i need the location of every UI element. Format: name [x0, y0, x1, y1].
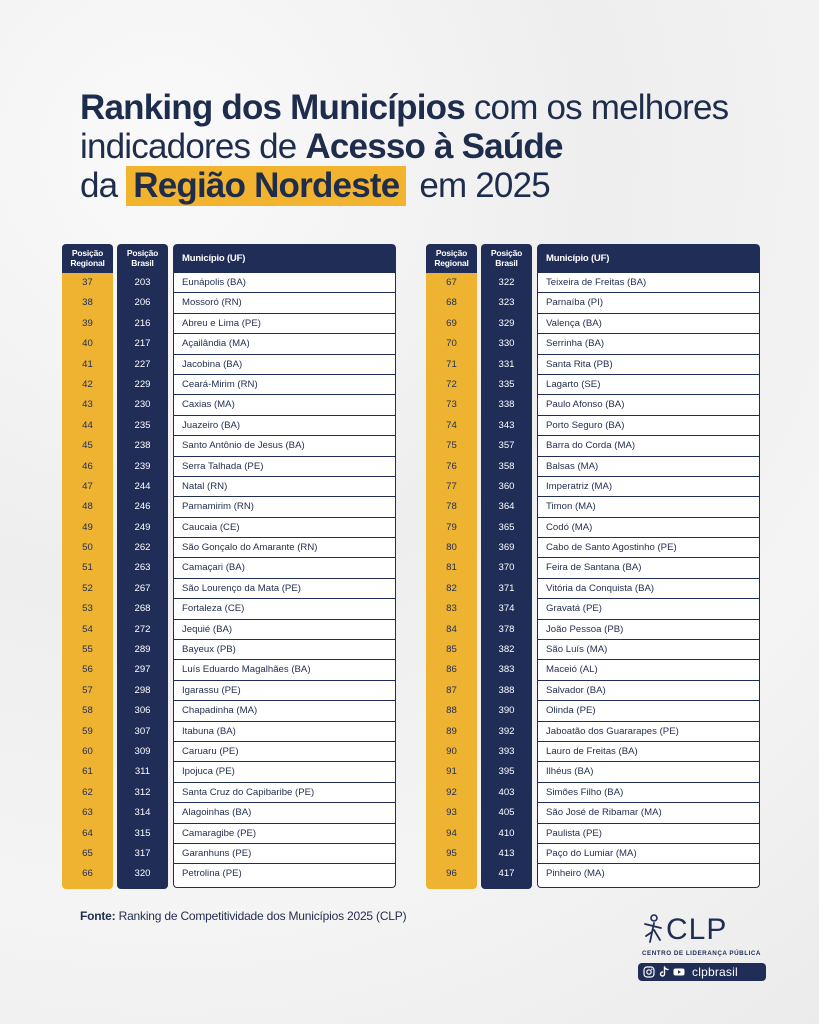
- posicao-regional-cell: 48: [82, 501, 93, 513]
- municipio-cell: Caxias (MA): [174, 395, 395, 415]
- posicao-regional-cell: 47: [82, 480, 93, 492]
- column-municipio: [173, 244, 396, 889]
- tiktok-icon[interactable]: [658, 966, 670, 978]
- municipio-cell: Jacobina (BA): [174, 355, 395, 375]
- posicao-brasil-cell: 378: [498, 623, 515, 635]
- municipio-cell: São Lourenço da Mata (PE): [174, 579, 395, 599]
- posicao-brasil-cell: 331: [498, 358, 515, 370]
- posicao-regional-cell: 63: [82, 807, 93, 819]
- cells-municipio: [537, 273, 760, 888]
- column-posicao-regional: [426, 244, 477, 889]
- posicao-brasil-cell: 246: [134, 501, 151, 513]
- municipio-cell: Pinheiro (MA): [546, 868, 605, 880]
- municipio-cell: Imperatriz (MA): [538, 477, 759, 497]
- title-end-3: em 2025: [410, 166, 550, 205]
- posicao-brasil-cell: 388: [498, 684, 515, 696]
- posicao-regional-cell: 96: [446, 868, 457, 880]
- ranking-table-right: [426, 244, 760, 889]
- posicao-regional-cell: 88: [446, 705, 457, 717]
- posicao-brasil-cell: 370: [498, 562, 515, 574]
- title-rest-1: com os melhores: [464, 88, 729, 127]
- header-municipio: Município (UF): [173, 244, 396, 273]
- posicao-brasil-cell: 403: [498, 786, 515, 798]
- municipio-cell: Timon (MA): [538, 497, 759, 517]
- column-posicao-brasil: [481, 244, 532, 889]
- title-bold-1: Ranking dos Municípios: [80, 88, 465, 127]
- municipio-cell: Teixeira de Freitas (BA): [538, 273, 759, 293]
- municipio-cell: São Gonçalo do Amarante (RN): [174, 538, 395, 558]
- municipio-cell: Jequié (BA): [174, 620, 395, 640]
- posicao-regional-cell: 73: [446, 399, 457, 411]
- clp-logo: [638, 914, 768, 984]
- posicao-brasil-cell: 268: [134, 603, 151, 615]
- municipio-cell: Lagarto (SE): [538, 375, 759, 395]
- source-note: [80, 909, 406, 923]
- posicao-brasil-cell: 267: [134, 582, 151, 594]
- posicao-regional-cell: 61: [82, 766, 93, 778]
- municipio-cell: Salvador (BA): [538, 681, 759, 701]
- posicao-brasil-cell: 330: [498, 338, 515, 350]
- municipio-cell: Parnaíba (PI): [538, 293, 759, 313]
- posicao-brasil-cell: 314: [134, 807, 151, 819]
- posicao-regional-cell: 49: [82, 521, 93, 533]
- municipio-cell: Ipojuca (PE): [174, 762, 395, 782]
- posicao-brasil-cell: 238: [134, 440, 151, 452]
- posicao-regional-cell: 45: [82, 440, 93, 452]
- posicao-regional-cell: 74: [446, 419, 457, 431]
- municipio-cell: São José de Ribamar (MA): [538, 803, 759, 823]
- posicao-brasil-cell: 392: [498, 725, 515, 737]
- posicao-brasil-cell: 244: [134, 480, 151, 492]
- municipio-cell: Balsas (MA): [538, 457, 759, 477]
- title-line-3: [80, 166, 780, 205]
- posicao-brasil-cell: 413: [498, 847, 515, 859]
- posicao-brasil-cell: 311: [134, 766, 151, 778]
- municipio-cell: Camaçari (BA): [174, 558, 395, 578]
- posicao-brasil-cell: 239: [134, 460, 151, 472]
- posicao-regional-cell: 77: [446, 480, 457, 492]
- posicao-regional-cell: 76: [446, 460, 457, 472]
- municipio-cell: Juazeiro (BA): [174, 416, 395, 436]
- posicao-regional-cell: 38: [82, 297, 93, 309]
- municipio-cell: Codó (MA): [538, 518, 759, 538]
- posicao-regional-cell: 66: [82, 868, 93, 880]
- municipio-cell: Lauro de Freitas (BA): [538, 742, 759, 762]
- source-label: Fonte:: [80, 909, 116, 923]
- posicao-regional-cell: 46: [82, 460, 93, 472]
- municipio-cell: Ilhéus (BA): [538, 762, 759, 782]
- municipio-cell: Igarassu (PE): [174, 681, 395, 701]
- posicao-brasil-cell: 203: [134, 277, 151, 288]
- youtube-icon[interactable]: [673, 966, 685, 978]
- posicao-brasil-cell: 289: [134, 644, 151, 656]
- posicao-brasil-cell: 323: [498, 297, 515, 309]
- posicao-brasil-cell: 272: [134, 623, 151, 635]
- posicao-brasil-cell: 217: [134, 338, 151, 350]
- municipio-cell: Maceió (AL): [538, 660, 759, 680]
- posicao-regional-cell: 40: [82, 338, 93, 350]
- posicao-regional-cell: 69: [446, 317, 457, 329]
- cells-regional: [62, 273, 113, 885]
- municipio-cell: Valença (BA): [538, 314, 759, 334]
- page-title: [80, 88, 780, 205]
- posicao-regional-cell: 53: [82, 603, 93, 615]
- posicao-regional-cell: 81: [446, 562, 457, 574]
- posicao-regional-cell: 44: [82, 419, 93, 431]
- column-posicao-regional: [62, 244, 113, 889]
- posicao-regional-cell: 71: [446, 358, 457, 370]
- column-posicao-brasil: [117, 244, 168, 889]
- posicao-brasil-cell: 262: [134, 542, 151, 554]
- posicao-brasil-cell: 297: [134, 664, 151, 676]
- ranking-table-left: [62, 244, 396, 889]
- posicao-regional-cell: 65: [82, 847, 93, 859]
- municipio-cell: Natal (RN): [174, 477, 395, 497]
- posicao-regional-cell: 56: [82, 664, 93, 676]
- posicao-brasil-cell: 298: [134, 684, 151, 696]
- posicao-brasil-cell: 357: [498, 440, 515, 452]
- cells-brasil: [117, 273, 168, 885]
- municipio-cell: Chapadinha (MA): [174, 701, 395, 721]
- posicao-brasil-cell: 229: [134, 378, 151, 390]
- posicao-brasil-cell: 317: [134, 847, 151, 859]
- posicao-regional-cell: 91: [446, 766, 457, 778]
- title-start-3: da: [80, 166, 127, 205]
- posicao-regional-cell: 43: [82, 399, 93, 411]
- posicao-regional-cell: 51: [82, 562, 93, 574]
- posicao-regional-cell: 94: [446, 827, 457, 839]
- municipio-cell: Simões Filho (BA): [538, 783, 759, 803]
- posicao-regional-cell: 70: [446, 338, 457, 350]
- cells-municipio: [173, 273, 396, 888]
- posicao-regional-cell: 41: [82, 358, 93, 370]
- municipio-cell: Caruaru (PE): [174, 742, 395, 762]
- posicao-regional-cell: 52: [82, 582, 93, 594]
- municipio-cell: Olinda (PE): [538, 701, 759, 721]
- posicao-regional-cell: 90: [446, 745, 457, 757]
- posicao-brasil-cell: 309: [134, 745, 151, 757]
- municipio-cell: Parnamirim (RN): [174, 497, 395, 517]
- posicao-brasil-cell: 382: [498, 644, 515, 656]
- posicao-brasil-cell: 206: [134, 297, 151, 309]
- municipio-cell: Abreu e Lima (PE): [174, 314, 395, 334]
- header-municipio: Município (UF): [537, 244, 760, 273]
- municipio-cell: Paulista (PE): [538, 824, 759, 844]
- posicao-regional-cell: 83: [446, 603, 457, 615]
- posicao-brasil-cell: 315: [134, 827, 151, 839]
- posicao-brasil-cell: 306: [134, 705, 151, 717]
- municipio-cell: Mossoró (RN): [174, 293, 395, 313]
- header-posicao-brasil: Posição Brasil: [490, 248, 523, 268]
- municipio-cell: Camaragibe (PE): [174, 824, 395, 844]
- municipio-cell: Itabuna (BA): [174, 722, 395, 742]
- posicao-regional-cell: 60: [82, 745, 93, 757]
- clp-brand: CLP: [666, 913, 728, 946]
- municipio-cell: Fortaleza (CE): [174, 599, 395, 619]
- municipio-cell: Luís Eduardo Magalhães (BA): [174, 660, 395, 680]
- posicao-brasil-cell: 322: [498, 277, 515, 288]
- column-municipio: [537, 244, 760, 889]
- municipio-cell: Santa Rita (PB): [538, 355, 759, 375]
- municipio-cell: Paulo Afonso (BA): [538, 395, 759, 415]
- municipio-cell: Caucaia (CE): [174, 518, 395, 538]
- posicao-brasil-cell: 365: [498, 521, 515, 533]
- municipio-cell: Cabo de Santo Agostinho (PE): [538, 538, 759, 558]
- posicao-regional-cell: 50: [82, 542, 93, 554]
- posicao-brasil-cell: 249: [134, 521, 151, 533]
- posicao-brasil-cell: 390: [498, 705, 515, 717]
- posicao-regional-cell: 93: [446, 807, 457, 819]
- municipio-cell: Petrolina (PE): [182, 868, 242, 880]
- municipio-cell: Porto Seguro (BA): [538, 416, 759, 436]
- posicao-regional-cell: 37: [82, 277, 93, 288]
- posicao-brasil-cell: 335: [498, 378, 515, 390]
- posicao-brasil-cell: 343: [498, 419, 515, 431]
- posicao-regional-cell: 62: [82, 786, 93, 798]
- posicao-brasil-cell: 263: [134, 562, 151, 574]
- posicao-brasil-cell: 307: [134, 725, 151, 737]
- header-posicao-regional: Posição Regional: [62, 244, 113, 273]
- posicao-regional-cell: 95: [446, 847, 457, 859]
- clp-subtitle: CENTRO DE LIDERANÇA PÚBLICA: [642, 950, 761, 957]
- municipio-cell: Paço do Lumiar (MA): [538, 844, 759, 864]
- municipio-cell: Serrinha (BA): [538, 334, 759, 354]
- municipio-cell: Alagoinhas (BA): [174, 803, 395, 823]
- posicao-regional-cell: 58: [82, 705, 93, 717]
- posicao-brasil-cell: 320: [134, 868, 151, 880]
- posicao-brasil-cell: 230: [134, 399, 151, 411]
- posicao-brasil-cell: 393: [498, 745, 515, 757]
- municipio-cell: Açailândia (MA): [174, 334, 395, 354]
- posicao-brasil-cell: 312: [134, 786, 151, 798]
- posicao-regional-cell: 89: [446, 725, 457, 737]
- header-posicao-regional: Posição Regional: [426, 244, 477, 273]
- municipio-cell: Feira de Santana (BA): [538, 558, 759, 578]
- municipio-cell: Jaboatão dos Guararapes (PE): [538, 722, 759, 742]
- posicao-regional-cell: 59: [82, 725, 93, 737]
- title-start-2: indicadores de: [80, 127, 306, 166]
- social-bar: [638, 963, 766, 981]
- municipio-cell: Gravatá (PE): [538, 599, 759, 619]
- municipio-cell: Santa Cruz do Capibaribe (PE): [174, 783, 395, 803]
- posicao-brasil-cell: 364: [498, 501, 515, 513]
- posicao-regional-cell: 75: [446, 440, 457, 452]
- posicao-brasil-cell: 360: [498, 480, 515, 492]
- posicao-regional-cell: 80: [446, 542, 457, 554]
- posicao-brasil-cell: 358: [498, 460, 515, 472]
- cells-regional: [426, 273, 477, 885]
- municipio-cell: Santo Antônio de Jesus (BA): [174, 436, 395, 456]
- posicao-regional-cell: 92: [446, 786, 457, 798]
- posicao-brasil-cell: 371: [498, 582, 515, 594]
- source-text: Ranking de Competitividade dos Municípios 2025 (CLP): [115, 909, 407, 923]
- municipio-cell: João Pessoa (PB): [538, 620, 759, 640]
- posicao-regional-cell: 68: [446, 297, 457, 309]
- posicao-regional-cell: 78: [446, 501, 457, 513]
- posicao-regional-cell: 57: [82, 684, 93, 696]
- posicao-regional-cell: 84: [446, 623, 457, 635]
- posicao-brasil-cell: 410: [498, 827, 515, 839]
- posicao-regional-cell: 67: [446, 277, 457, 288]
- clp-mark-icon: [642, 914, 664, 944]
- posicao-brasil-cell: 216: [134, 317, 151, 329]
- municipio-cell: Bayeux (PB): [174, 640, 395, 660]
- title-highlight: Região Nordeste: [126, 166, 406, 206]
- municipio-cell: Serra Talhada (PE): [174, 457, 395, 477]
- posicao-regional-cell: 82: [446, 582, 457, 594]
- posicao-regional-cell: 42: [82, 378, 93, 390]
- posicao-regional-cell: 86: [446, 664, 457, 676]
- posicao-brasil-cell: 383: [498, 664, 515, 676]
- posicao-regional-cell: 79: [446, 521, 457, 533]
- posicao-regional-cell: 85: [446, 644, 457, 656]
- posicao-brasil-cell: 405: [498, 807, 515, 819]
- municipio-cell: Eunápolis (BA): [174, 273, 395, 293]
- posicao-brasil-cell: 417: [498, 868, 515, 880]
- posicao-brasil-cell: 395: [498, 766, 515, 778]
- posicao-brasil-cell: 235: [134, 419, 151, 431]
- municipio-cell: Vitória da Conquista (BA): [538, 579, 759, 599]
- posicao-brasil-cell: 374: [498, 603, 515, 615]
- municipio-cell: Ceará-Mirim (RN): [174, 375, 395, 395]
- posicao-brasil-cell: 369: [498, 542, 515, 554]
- posicao-regional-cell: 54: [82, 623, 93, 635]
- posicao-brasil-cell: 227: [134, 358, 151, 370]
- posicao-regional-cell: 87: [446, 684, 457, 696]
- posicao-regional-cell: 64: [82, 827, 93, 839]
- title-line-1: [80, 88, 780, 127]
- municipio-cell: São Luís (MA): [538, 640, 759, 660]
- municipio-cell: Garanhuns (PE): [174, 844, 395, 864]
- posicao-brasil-cell: 338: [498, 399, 515, 411]
- social-handle[interactable]: clpbrasil: [692, 965, 738, 979]
- title-bold-2: Acesso à Saúde: [305, 127, 563, 166]
- posicao-regional-cell: 55: [82, 644, 93, 656]
- instagram-icon[interactable]: [643, 966, 655, 978]
- title-line-2: [80, 127, 780, 166]
- municipio-cell: Barra do Corda (MA): [538, 436, 759, 456]
- cells-brasil: [481, 273, 532, 885]
- header-posicao-brasil: Posição Brasil: [126, 248, 159, 268]
- posicao-regional-cell: 72: [446, 378, 457, 390]
- posicao-brasil-cell: 329: [498, 317, 515, 329]
- posicao-regional-cell: 39: [82, 317, 93, 329]
